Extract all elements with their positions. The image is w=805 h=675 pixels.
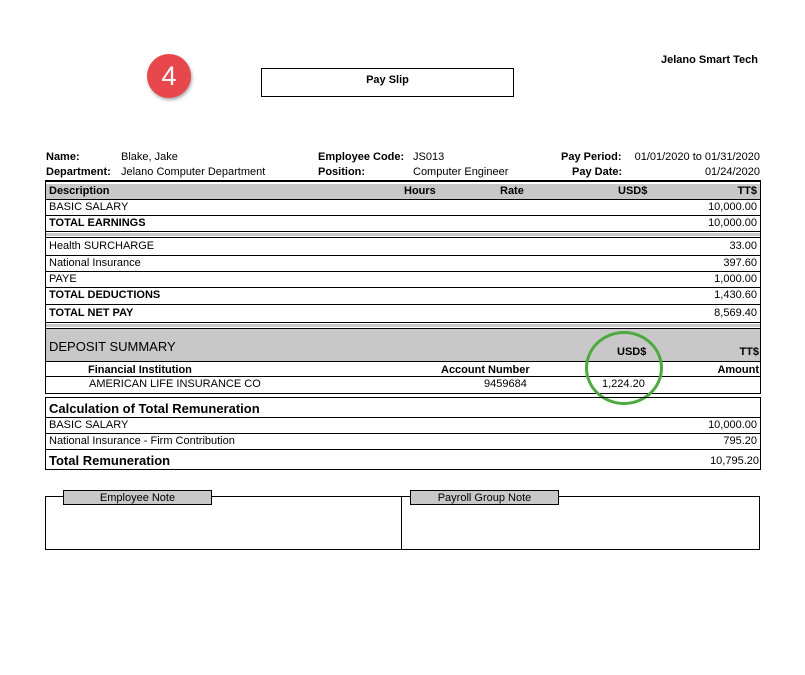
remuneration-row-firm-ni: [45, 434, 760, 449]
company-name: Jelano Smart Tech: [661, 54, 758, 66]
employee-note-tab: Employee Note: [63, 490, 212, 505]
total-deductions-label: TOTAL DEDUCTIONS: [49, 289, 161, 301]
col-tt: TT$: [737, 185, 757, 197]
step-number-badge: 4: [147, 54, 191, 98]
payroll-group-note-tab: Payroll Group Note: [410, 490, 559, 505]
deposit-usd-amount: 1,224.20: [602, 378, 645, 390]
deduction-label: PAYE: [49, 273, 77, 285]
deduction-label: Health SURCHARGE: [49, 240, 155, 252]
col-amount: Amount: [717, 364, 759, 376]
earnings-header-row: [45, 184, 760, 199]
deduction-row-health: [45, 239, 760, 254]
remuneration-label: National Insurance - Firm Contribution: [49, 435, 235, 447]
total-net-pay-amount: 8,569.40: [714, 307, 757, 319]
deduction-amount: 1,000.00: [714, 273, 757, 285]
pay-date-value: 01/24/2020: [704, 166, 760, 178]
deposit-col-tt: TT$: [739, 346, 759, 358]
deduction-amount: 397.60: [723, 257, 757, 269]
total-net-pay-row: [45, 306, 760, 321]
deposit-institution: AMERICAN LIFE INSURANCE CO: [89, 378, 261, 390]
remuneration-amount: 10,000.00: [708, 419, 757, 431]
total-net-pay-label: TOTAL NET PAY: [49, 307, 134, 319]
remuneration-title: Calculation of Total Remuneration: [49, 401, 260, 416]
pay-slip-title: Pay Slip: [261, 68, 514, 97]
position-label: Position:: [318, 166, 366, 178]
total-deductions-row: [45, 288, 760, 303]
remuneration-amount: 795.20: [723, 435, 757, 447]
deduction-row-national-insurance: [45, 256, 760, 271]
total-earnings-amount: 10,000.00: [708, 217, 757, 229]
col-account-number: Account Number: [441, 364, 530, 376]
remuneration-label: BASIC SALARY: [49, 419, 129, 431]
deposit-col-usd: USD$: [617, 346, 647, 358]
department-value: Jelano Computer Department: [121, 166, 266, 178]
col-usd: USD$: [618, 185, 648, 197]
col-rate: Rate: [500, 185, 524, 197]
earning-label: BASIC SALARY: [49, 201, 129, 213]
employee-code-value: JS013: [413, 151, 445, 163]
usd-highlight-circle: [585, 331, 663, 405]
col-description: Description: [49, 185, 110, 197]
total-earnings-label: TOTAL EARNINGS: [49, 217, 146, 229]
position-value: Computer Engineer: [413, 166, 509, 178]
deposit-summary-title: DEPOSIT SUMMARY: [49, 339, 176, 354]
col-hours: Hours: [404, 185, 436, 197]
deduction-label: National Insurance: [49, 257, 141, 269]
name-label: Name:: [46, 151, 80, 163]
deduction-row-paye: [45, 272, 760, 287]
earning-row-basic-salary: [45, 200, 760, 215]
pay-period-label: Pay Period:: [561, 151, 622, 163]
pay-period-value: 01/01/2020 to 01/31/2020: [634, 151, 760, 163]
total-remuneration-label: Total Remuneration: [49, 453, 171, 468]
name-value: Blake, Jake: [121, 151, 178, 163]
col-financial-institution: Financial Institution: [88, 364, 192, 376]
total-earnings-row: [45, 216, 760, 231]
deposit-account-number: 9459684: [484, 378, 527, 390]
pay-date-label: Pay Date:: [572, 166, 623, 178]
department-label: Department:: [46, 166, 111, 178]
earning-amount: 10,000.00: [708, 201, 757, 213]
total-remuneration-amount: 10,795.20: [710, 455, 759, 467]
total-deductions-amount: 1,430.60: [714, 289, 757, 301]
deduction-amount: 33.00: [729, 240, 757, 252]
remuneration-row-basic: [45, 418, 760, 433]
employee-code-label: Employee Code:: [318, 151, 405, 163]
